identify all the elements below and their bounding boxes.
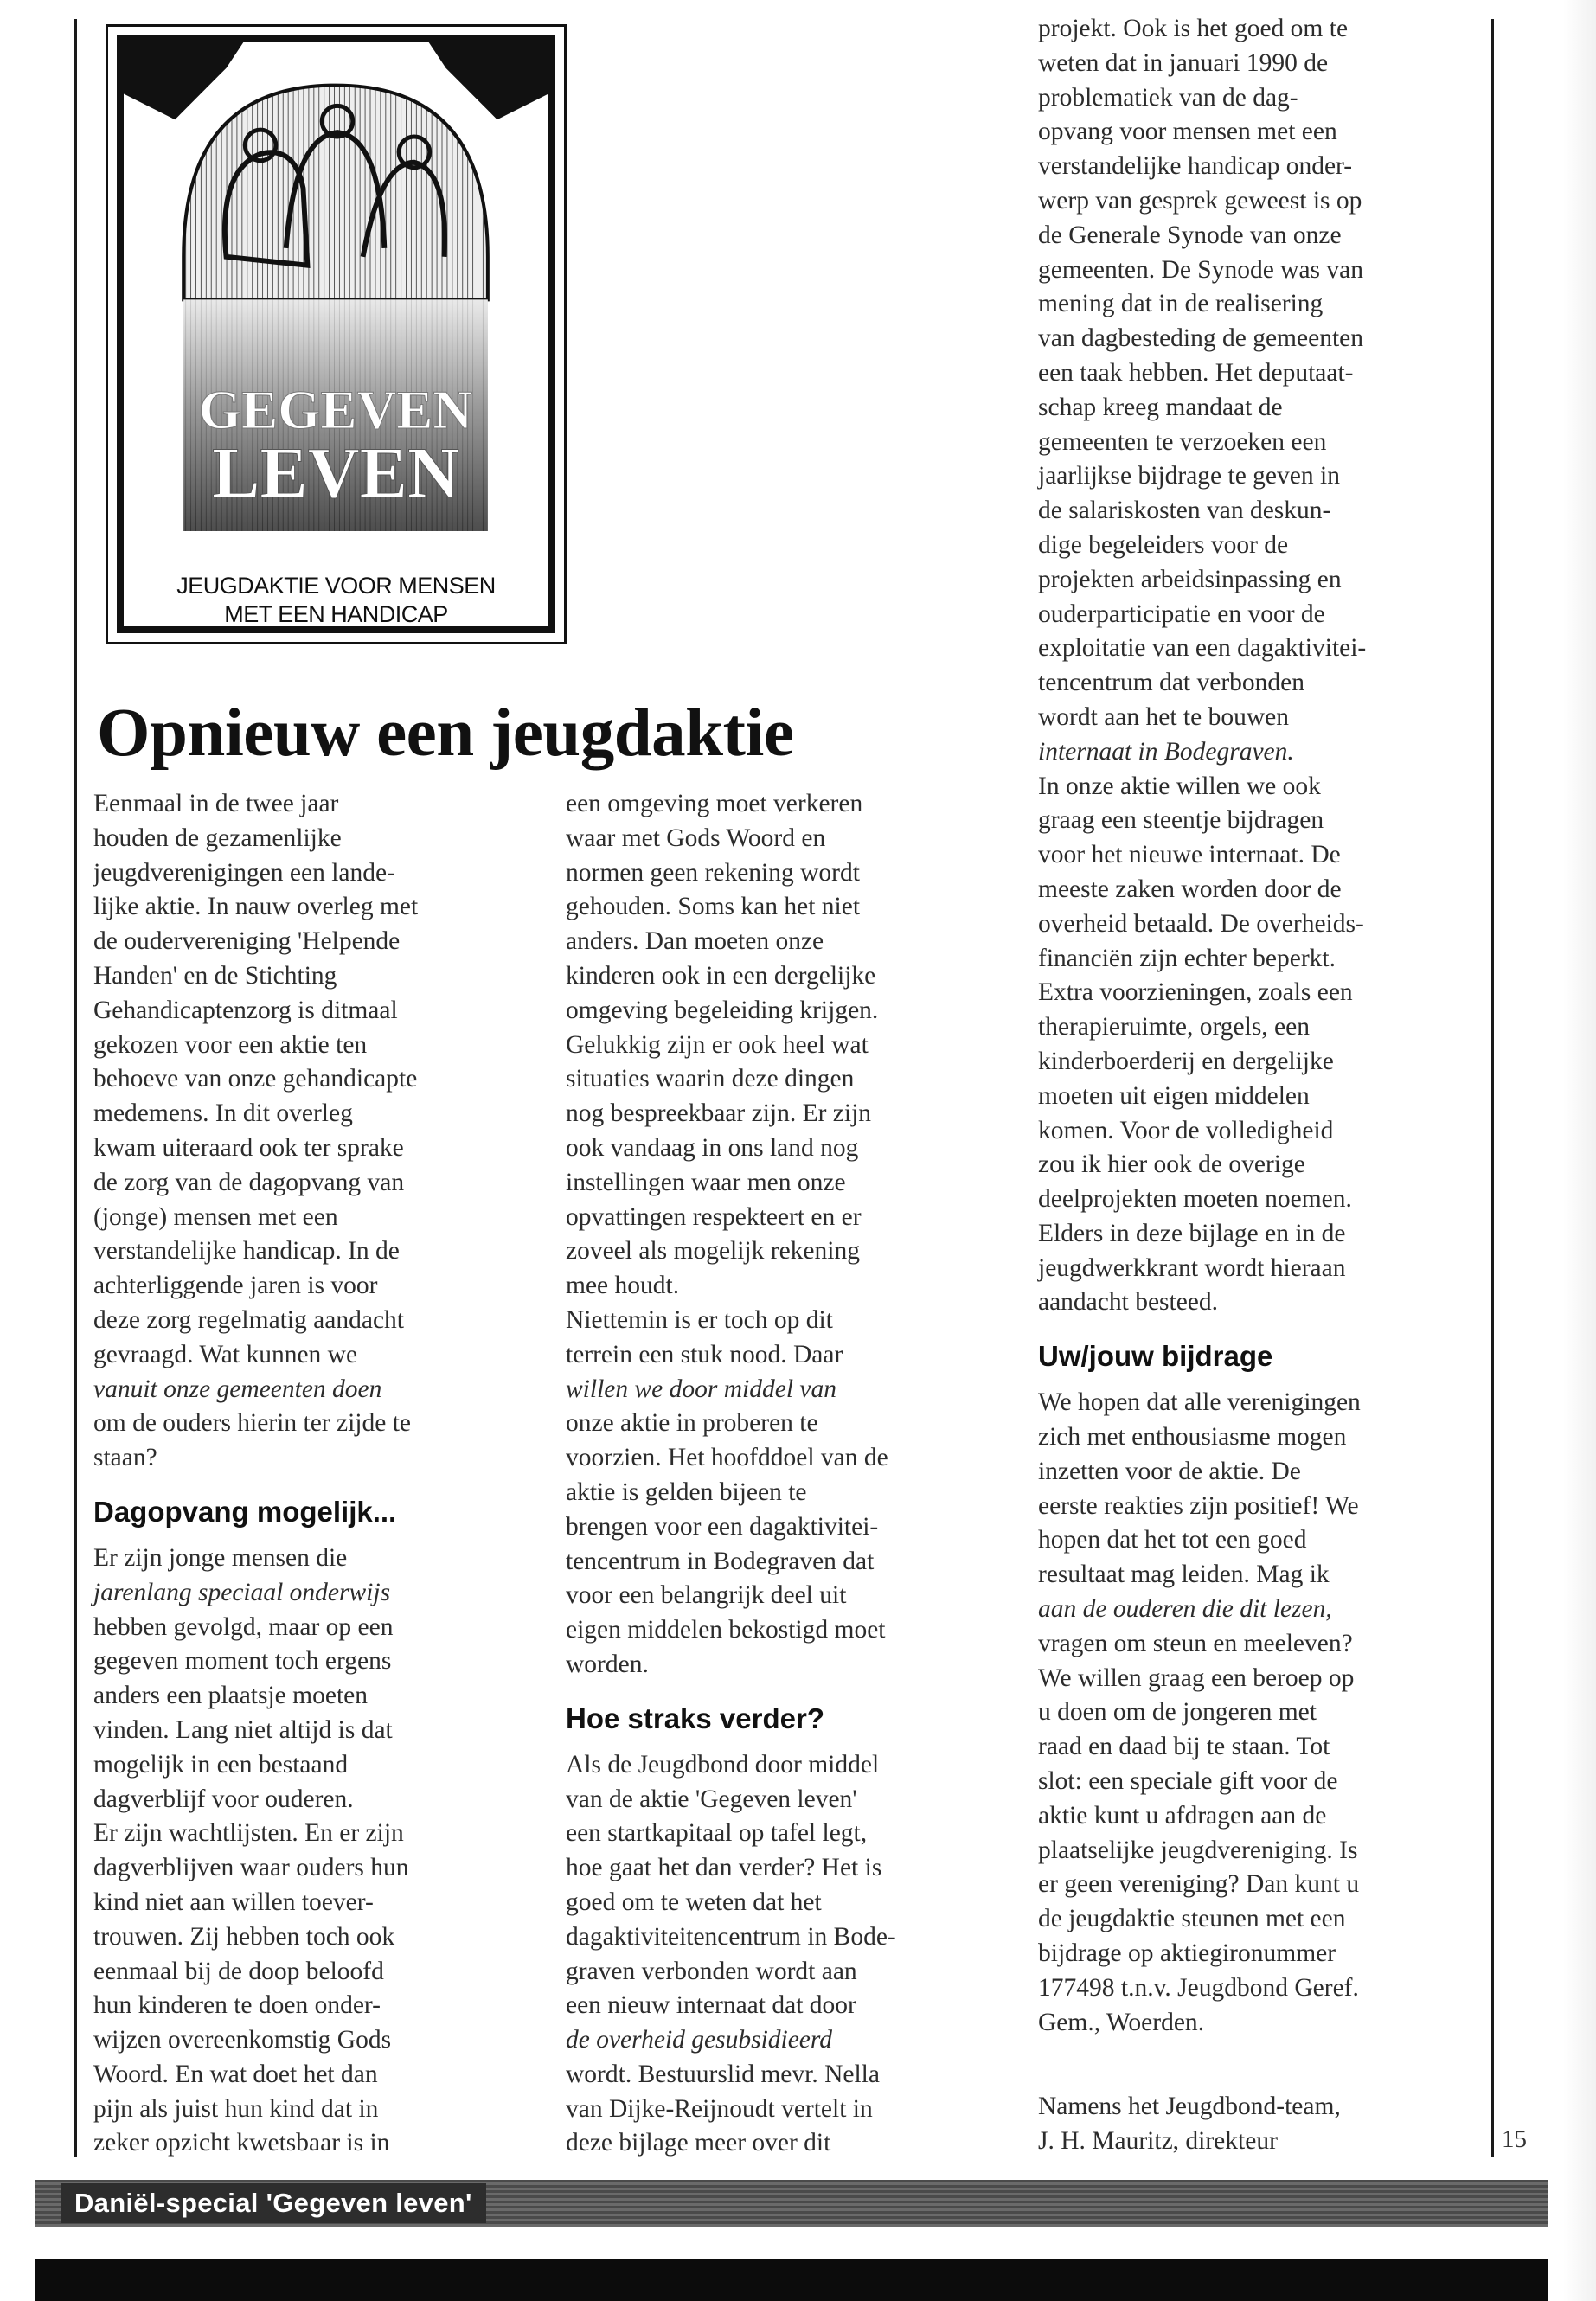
text-line: opvattingen respekteert en er: [566, 1202, 862, 1231]
text-line: aan de ouderen die dit lezen,: [1038, 1595, 1332, 1624]
text-line: Extra voorzieningen, zoals een: [1038, 978, 1353, 1007]
text-line: Elders in deze bijlage en in de: [1038, 1219, 1346, 1247]
text-line: eigen middelen bekostigd moet: [566, 1616, 886, 1644]
text-line: projekt. Ook is het goed om te: [1038, 15, 1349, 42]
text-line: zoveel als mogelijk rekening: [566, 1237, 860, 1266]
text-line: houden de gezamenlijke: [93, 824, 342, 852]
article-column-1: [93, 787, 526, 2161]
text-line: therapieruimte, orgels, een: [1038, 1013, 1310, 1042]
logo-caption-line-2: MET EEN HANDICAP: [224, 601, 448, 627]
section-heading-dagopvang: Dagopvang mogelijk...: [93, 1495, 397, 1528]
article-column-3: [1038, 12, 1471, 2159]
bottom-black-bar: [35, 2259, 1548, 2301]
text-line: brengen voor een dagaktivitei-: [566, 1512, 879, 1541]
text-line: Namens het Jeugdbond-team,: [1038, 2093, 1341, 2121]
text-line: graag een steentje bijdragen: [1038, 806, 1324, 835]
text-line: anders. Dan moeten onze: [566, 927, 824, 956]
text-line: een omgeving moet verkeren: [566, 790, 863, 817]
text-line: de overheid gesubsidieerd: [566, 2026, 833, 2054]
text-line: We willen graag een beroep op: [1038, 1663, 1355, 1692]
text-line: mee houdt.: [566, 1272, 680, 1300]
text-line: de jeugdaktie steunen met een: [1038, 1905, 1346, 1933]
text-line: Niettemin is er toch op dit: [566, 1305, 833, 1334]
text-line: tencentrum dat verbonden: [1038, 669, 1304, 697]
paragraph: [566, 1748, 1007, 2162]
text-line: van dagbesteding de gemeenten: [1038, 324, 1363, 353]
text-line: ook vandaag in ons land nog: [566, 1133, 859, 1162]
text-line: internaat in Bodegraven.: [1038, 737, 1294, 766]
text-line: behoeve van onze gehandicapte: [93, 1065, 418, 1093]
text-line: anders een plaatsje moeten: [93, 1682, 368, 1710]
text-line: hun kinderen te doen onder-: [93, 1991, 381, 2020]
text-line: kwam uiteraard ook ter sprake: [93, 1133, 404, 1162]
text-line: komen. Voor de volledigheid: [1038, 1116, 1334, 1144]
logo-frame: [117, 35, 555, 633]
scan-edge-shade: [1563, 0, 1596, 2301]
text-line: van de aktie 'Gegeven leven': [566, 1785, 857, 1813]
text-line: mening dat in de realisering: [1038, 290, 1324, 318]
text-line: Woord. En wat doet het dan: [93, 2060, 378, 2088]
gegeven-leven-logo: [106, 24, 567, 644]
text-line: gemeenten te verzoeken een: [1038, 427, 1327, 456]
text-line: eenmaal bij de doop beloofd: [93, 1957, 384, 1985]
paragraph: [93, 787, 526, 1476]
text-line: worden.: [566, 1650, 649, 1678]
text-line: werp van gesprek geweest is op: [1038, 186, 1362, 215]
text-line: projekten arbeidsinpassing en: [1038, 565, 1342, 593]
paragraph: [1038, 770, 1471, 1321]
text-line: plaatselijke jeugdvereniging. Is: [1038, 1836, 1358, 1864]
text-line: schap kreeg mandaat de: [1038, 393, 1283, 421]
paragraph: [566, 787, 1007, 1304]
text-line: gemeenten. De Synode was van: [1038, 255, 1364, 284]
text-line: lijke aktie. In nauw overleg met: [93, 893, 419, 921]
roof-left-shape: [124, 42, 243, 119]
text-line: u doen om de jongeren met: [1038, 1698, 1317, 1727]
text-line: voor een belangrijk deel uit: [566, 1581, 847, 1610]
left-column-rule: [74, 19, 77, 2157]
text-line: de Generale Synode van onze: [1038, 221, 1342, 249]
section-heading-bijdrage: Uw/jouw bijdrage: [1038, 1340, 1273, 1373]
text-line: jeugdverenigingen een lande-: [93, 858, 395, 887]
right-column-rule: [1491, 19, 1494, 2157]
text-line: deelprojekten moeten noemen.: [1038, 1185, 1352, 1214]
text-line: wordt aan het te bouwen: [1038, 702, 1289, 731]
text-line: moeten uit eigen middelen: [1038, 1081, 1310, 1110]
text-line: de zorg van de dagopvang van: [93, 1168, 405, 1196]
text-line: bijdrage op aktiegironummer: [1038, 1939, 1336, 1968]
logo-caption: [124, 572, 548, 629]
text-line: pijn als juist hun kind dat in: [93, 2094, 379, 2123]
text-line: gevraagd. Wat kunnen we: [93, 1340, 358, 1368]
text-line: medemens. In dit overleg: [93, 1099, 353, 1128]
text-line: aktie kunt u afdragen aan de: [1038, 1801, 1327, 1830]
text-line: achterliggende jaren is voor: [93, 1272, 378, 1300]
text-line: gehouden. Soms kan het niet: [566, 893, 861, 921]
signature: [1038, 2090, 1471, 2159]
paragraph: [1038, 1386, 1471, 2040]
text-line: opvang voor mensen met een: [1038, 118, 1337, 146]
text-line: aandacht besteed.: [1038, 1288, 1219, 1317]
text-line: eerste reakties zijn positief! We: [1038, 1491, 1359, 1520]
text-line: terrein een stuk nood. Daar: [566, 1340, 843, 1368]
text-line: kinderen ook in een dergelijke: [566, 961, 876, 990]
text-line: een taak hebben. Het deputaat-: [1038, 358, 1354, 387]
text-line: Er zijn jonge mensen die: [93, 1543, 348, 1572]
text-line: hebben gevolgd, maar op een: [93, 1612, 394, 1641]
text-line: zeker opzicht kwetsbaar is in: [93, 2129, 390, 2157]
footer-section-label: Daniël-special 'Gegeven leven': [61, 2183, 486, 2223]
text-line: vragen om steun en meeleven?: [1038, 1629, 1353, 1657]
text-line: inzetten voor de aktie. De: [1038, 1457, 1301, 1485]
paragraph: [1038, 12, 1471, 770]
text-line: vinden. Lang niet altijd is dat: [93, 1715, 393, 1744]
text-line: Handen' en de Stichting: [93, 961, 337, 990]
text-line: In onze aktie willen we ook: [1038, 772, 1321, 800]
text-line: aktie is gelden bijeen te: [566, 1477, 807, 1506]
text-line: deze zorg regelmatig aandacht: [93, 1305, 404, 1334]
text-line: verstandelijke handicap. In de: [93, 1237, 400, 1266]
text-line: zou ik hier ook de overige: [1038, 1150, 1305, 1179]
text-line: omgeving begeleiding krijgen.: [566, 996, 879, 1024]
text-line: een startkapitaal op tafel legt,: [566, 1819, 868, 1848]
text-line: meeste zaken worden door de: [1038, 875, 1342, 903]
text-line: weten dat in januari 1990 de: [1038, 48, 1329, 77]
text-line: mogelijk in een bestaand: [93, 1750, 349, 1779]
text-line: wordt. Bestuurslid mevr. Nella: [566, 2060, 880, 2088]
text-line: nog bespreekbaar zijn. Er zijn: [566, 1099, 872, 1128]
text-line: een nieuw internaat dat door: [566, 1991, 856, 2020]
text-line: situaties waarin deze dingen: [566, 1065, 855, 1093]
text-line: dagverblijf voor ouderen.: [93, 1785, 354, 1813]
text-line: waar met Gods Woord en: [566, 824, 826, 852]
text-line: resultaat mag leiden. Mag ik: [1038, 1561, 1330, 1589]
text-line: Als de Jeugdbond door middel: [566, 1750, 880, 1779]
text-line: kinderboerderij en dergelijke: [1038, 1047, 1334, 1075]
page-number: 15: [1502, 2125, 1527, 2153]
text-line: dagverblijven waar ouders hun: [93, 1854, 409, 1882]
text-line: graven verbonden wordt aan: [566, 1957, 857, 1985]
text-line: exploitatie van een dagaktivitei-: [1038, 634, 1367, 663]
text-line: hopen dat het tot een goed: [1038, 1526, 1307, 1554]
article-column-2: [566, 787, 1007, 2161]
text-line: goed om te weten dat het: [566, 1888, 822, 1916]
text-line: (jonge) mensen met een: [93, 1202, 338, 1231]
text-line: normen geen rekening wordt: [566, 858, 860, 887]
text-line: de salariskosten van deskun-: [1038, 497, 1331, 525]
text-line: wijzen overeenkomstig Gods: [93, 2026, 392, 2054]
text-line: dige begeleiders voor de: [1038, 530, 1289, 559]
text-line: zich met enthousiasme mogen: [1038, 1423, 1347, 1452]
article-headline: Opnieuw een jeugdaktie: [97, 695, 794, 771]
text-line: gekozen voor een aktie ten: [93, 1030, 368, 1059]
text-line: jaarlijkse bijdrage te geven in: [1038, 462, 1340, 490]
text-line: kind niet aan willen toever-: [93, 1888, 374, 1916]
paragraph: [93, 1817, 526, 2161]
text-line: J. H. Mauritz, direkteur: [1038, 2127, 1278, 2156]
section-heading-hoe-straks-verder: Hoe straks verder?: [566, 1702, 824, 1734]
wordmark-gegeven: GEGEVEN: [198, 379, 473, 441]
text-line: willen we door middel van: [566, 1375, 836, 1403]
text-line: om de ouders hierin ter zijde te: [93, 1409, 411, 1438]
text-line: voorzien. Het hoofddoel van de: [566, 1444, 888, 1472]
text-line: instellingen waar men onze: [566, 1168, 846, 1196]
wordmark-leven: LEVEN: [212, 433, 459, 513]
text-line: financiën zijn echter beperkt.: [1038, 944, 1336, 972]
text-line: vanuit onze gemeenten doen: [93, 1375, 382, 1403]
text-line: ouderparticipatie en voor de: [1038, 599, 1325, 628]
text-line: voor het nieuwe internaat. De: [1038, 841, 1341, 869]
text-line: er geen vereniging? Dan kunt u: [1038, 1870, 1360, 1899]
text-line: slot: een speciale gift voor de: [1038, 1767, 1338, 1796]
paragraph: [93, 1541, 526, 1817]
text-line: 177498 t.n.v. Jeugdbond Geref.: [1038, 1973, 1359, 2002]
paragraph: [566, 1304, 1007, 1682]
text-line: raad en daad bij te staan. Tot: [1038, 1733, 1330, 1761]
text-line: problematiek van de dag-: [1038, 83, 1298, 112]
text-line: verstandelijke handicap onder-: [1038, 152, 1353, 181]
text-line: trouwen. Zij hebben toch ook: [93, 1922, 395, 1951]
text-line: staan?: [93, 1444, 157, 1472]
text-line: jarenlang speciaal onderwijs: [93, 1578, 391, 1606]
roof-right-shape: [429, 42, 548, 119]
text-line: Gehandicaptenzorg is ditmaal: [93, 996, 398, 1024]
text-line: onze aktie in proberen te: [566, 1409, 818, 1438]
logo-caption-line-1: JEUGDAKTIE VOOR MENSEN: [176, 573, 496, 599]
text-line: jeugdwerkkrant wordt hieraan: [1038, 1253, 1346, 1282]
text-line: hoe gaat het dan verder? Het is: [566, 1854, 882, 1882]
text-line: deze bijlage meer over dit: [566, 2129, 831, 2157]
text-line: gegeven moment toch ergens: [93, 1647, 392, 1676]
text-line: We hopen dat alle verenigingen: [1038, 1388, 1361, 1417]
text-line: van Dijke-Reijnoudt vertelt in: [566, 2094, 873, 2123]
text-line: tencentrum in Bodegraven dat: [566, 1547, 875, 1575]
text-line: Er zijn wachtlijsten. En er zijn: [93, 1819, 404, 1848]
logo-artwork: [124, 42, 548, 626]
text-line: Gem., Woerden.: [1038, 2008, 1205, 2036]
text-line: Gelukkig zijn er ook heel wat: [566, 1030, 869, 1059]
text-line: Eenmaal in de twee jaar: [93, 790, 339, 817]
text-line: de oudervereniging 'Helpende: [93, 927, 401, 956]
text-line: dagaktiviteitencentrum in Bode-: [566, 1922, 896, 1951]
text-line: overheid betaald. De overheids-: [1038, 909, 1364, 938]
